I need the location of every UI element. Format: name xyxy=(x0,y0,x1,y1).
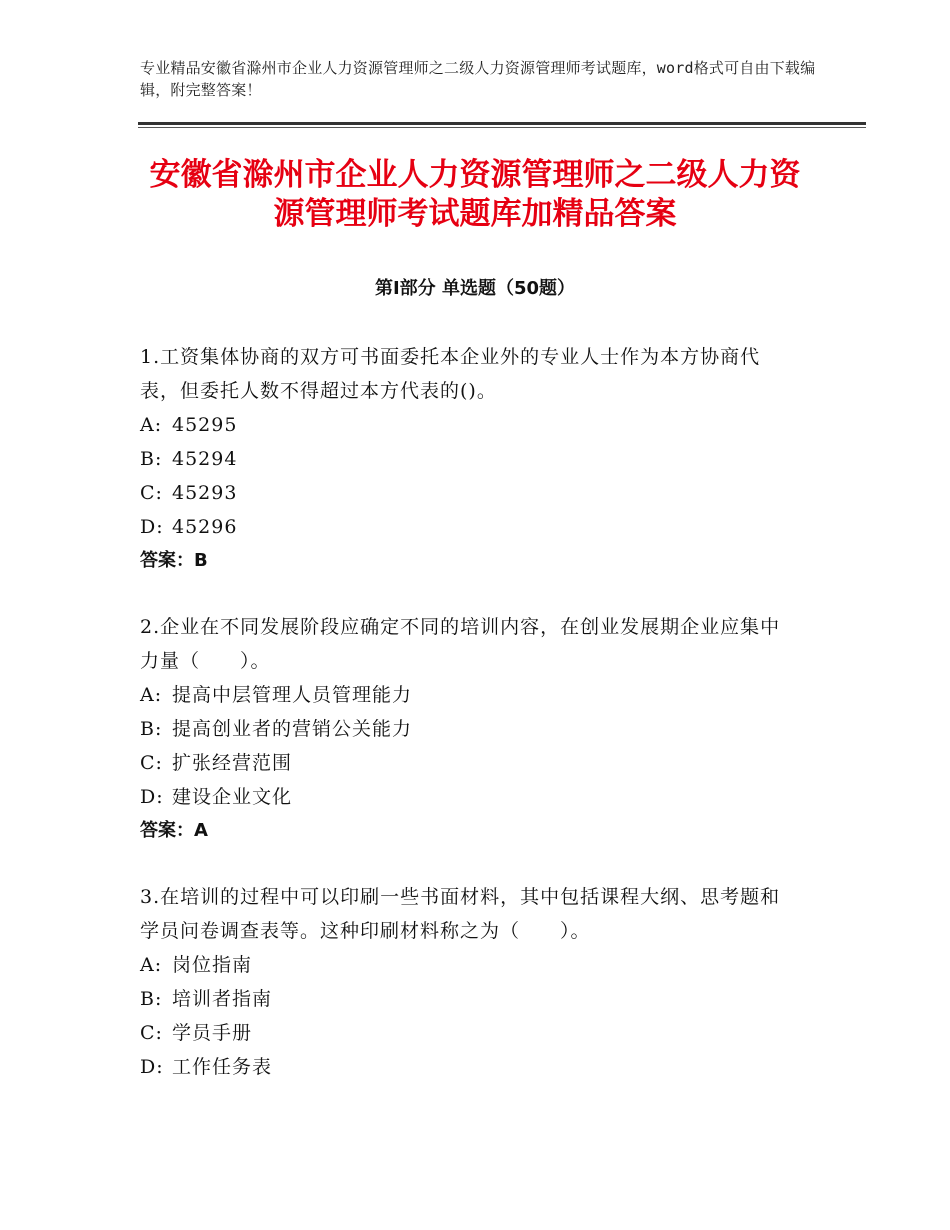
section-title: 第Ⅰ部分 单选题（50题） xyxy=(374,278,575,299)
option-letter: D: xyxy=(140,516,164,538)
option-text: 提高中层管理人员管理能力 xyxy=(172,684,413,706)
question-stem: 2.企业在不同发展阶段应确定不同的培训内容，在创业发展期企业应集中力量（ ）。 xyxy=(140,616,781,672)
option-letter: A: xyxy=(140,414,163,436)
question-stem: 3.在培训的过程中可以印刷一些书面材料，其中包括课程大纲、思考题和学员问卷调查表等。这种印刷材料称之为（ ）。 xyxy=(140,886,781,942)
option-c xyxy=(140,476,800,510)
question-3 xyxy=(140,880,800,1084)
option-text: 提高创业者的营销公关能力 xyxy=(172,718,413,740)
option-letter: C: xyxy=(140,752,163,774)
header-rule-thick xyxy=(138,122,866,125)
question-stem: 1.工资集体协商的双方可书面委托本企业外的专业人士作为本方协商代表，但委托人数不得超过本方代表的()。 xyxy=(140,346,761,402)
option-text: 45293 xyxy=(172,482,238,504)
option-text: 45296 xyxy=(172,516,238,538)
option-b xyxy=(140,442,800,476)
question-1 xyxy=(140,340,800,578)
option-letter: A: xyxy=(140,954,163,976)
option-letter: D: xyxy=(140,786,164,808)
option-b xyxy=(140,712,800,746)
option-a xyxy=(140,948,800,982)
option-text: 学员手册 xyxy=(172,1022,253,1044)
option-text: 培训者指南 xyxy=(172,988,273,1010)
question-2 xyxy=(140,610,800,848)
option-letter: A: xyxy=(140,684,163,706)
option-a xyxy=(140,408,800,442)
option-letter: C: xyxy=(140,482,163,504)
header-note: 专业精品安徽省滁州市企业人力资源管理师之二级人力资源管理师考试题库，word格式可自由下载编辑，附完整答案！ xyxy=(140,59,816,99)
option-a xyxy=(140,678,800,712)
document-title: 安徽省滁州市企业人力资源管理师之二级人力资源管理师考试题库加精品答案 xyxy=(149,157,801,232)
option-letter: B: xyxy=(140,988,163,1010)
option-text: 45295 xyxy=(172,414,238,436)
option-c xyxy=(140,746,800,780)
option-d xyxy=(140,780,800,814)
option-text: 扩张经营范围 xyxy=(172,752,293,774)
option-letter: D: xyxy=(140,1056,164,1078)
option-text: 岗位指南 xyxy=(172,954,253,976)
option-letter: B: xyxy=(140,448,163,470)
answer-label: 答案：B xyxy=(140,550,208,571)
option-b xyxy=(140,982,800,1016)
question-list xyxy=(140,340,800,1116)
option-d xyxy=(140,510,800,544)
option-c xyxy=(140,1016,800,1050)
option-letter: B: xyxy=(140,718,163,740)
option-text: 工作任务表 xyxy=(172,1056,273,1078)
answer-label: 答案：A xyxy=(140,820,208,841)
option-text: 建设企业文化 xyxy=(172,786,293,808)
option-text: 45294 xyxy=(172,448,238,470)
option-letter: C: xyxy=(140,1022,163,1044)
option-d xyxy=(140,1050,800,1084)
header-rule-thin xyxy=(138,127,866,128)
